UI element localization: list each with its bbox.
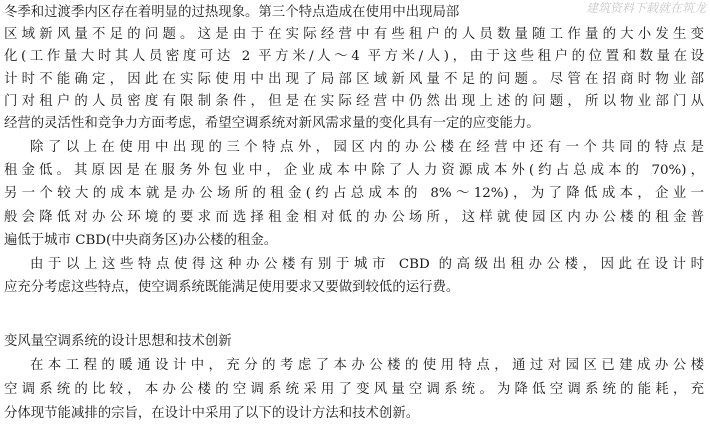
paragraph-2-line-3: 另一个较大的成本就是办公场所的租金(约占总成本的 8%～12%)，为了降低成本，企业一 [4,186,704,201]
section-heading: 变风量空调系统的设计思想和技术创新 [4,334,232,349]
paragraph-3-line-1: 由于以上这些特点使得这种办公楼有别于城市 CBD 的高级出租办公楼，因此在设计时 [30,257,704,272]
paragraph-2-line-1: 除了以上在使用中出现的三个特点外，园区内的办公楼在经营中还有一个共同的特点是 [30,140,704,155]
paragraph-1-line-6: 经营的灵活性和竞争力方面考虑，希望空调系统对新风需求量的变化具有一定的应变能力。 [4,116,540,131]
paragraph-2-line-4: 般会降低对办公环境的要求而选择租金相对低的办公场所，这样就使园区内办公楼的租金普 [4,210,704,225]
paragraph-1-line-1: 冬季和过渡季内区存在着明显的过热现象。第三个特点造成在使用中出现局部 [4,5,460,20]
paragraph-1-line-3: 化(工作量大时其人员密度可达 2 平方米/人～4 平方米/人)，由于这些租户的位置和数量在设 [4,49,704,64]
paragraph-1-line-2: 区域新风量不足的问题。这是由于在实际经营中有些租户的人员数量随工作量的大小发生变 [4,27,704,42]
watermark: 建筑资料下载就在筑龙 [566,0,710,16]
paragraph-1-line-4: 计时不能确定，因此在实际使用中出现了局部区域新风量不足的问题。尽管在招商时物业部 [4,72,704,87]
section-paragraph-line-3: 分体现节能减排的宗旨，在设计中采用了以下的设计方法和技术创新。 [4,406,420,421]
section-paragraph-line-1: 在本工程的暖通设计中，充分的考虑了本办公楼的使用特点，通过对园区已建成办公楼 [30,358,704,373]
paragraph-2-line-5: 遍低于城市 CBD(中央商务区)办公楼的租金。 [4,233,278,248]
paragraph-3-line-2: 应充分考虑这些特点，使空调系统既能满足使用要求又要做到较低的运行费。 [4,280,460,295]
paragraph-2-line-2: 租金低。其原因是在服务外包业中，企业成本中除了人力资源成本外(约占总成本的 70%)， [4,163,704,178]
section-paragraph-line-2: 空调系统的比较，本办公楼的空调系统采用了变风量空调系统。为降低空调系统的能耗，充 [4,382,704,397]
paragraph-1-line-5: 门对租户的人员密度有限制条件，但是在实际经营中仍然出现上述的问题，所以物业部门从 [4,94,704,109]
